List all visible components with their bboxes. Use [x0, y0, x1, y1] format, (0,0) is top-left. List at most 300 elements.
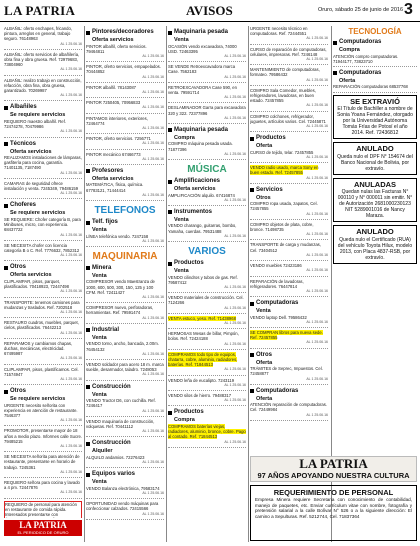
ad-text: RETROEXCAVADORA Case 590, en venta. 79591714	[168, 84, 237, 95]
ad-code: AL 1 25.06.16	[142, 511, 164, 516]
ad-text: REQUIERO de personal para atención en restaurante de comida rápida. Interesados presentarse con	[5, 501, 77, 518]
category-label: Computadoras	[256, 387, 299, 394]
classified-ad	[86, 455, 164, 468]
ad-text: CLIPLAMPAR, pisos, parquet, plastificados. 70418923, 72447498	[4, 278, 69, 290]
section-banner: MÚSICA	[187, 164, 227, 176]
classified-ad	[4, 78, 82, 102]
ad-code: AL 1 25.06.16	[224, 197, 246, 202]
column-divider	[248, 26, 249, 542]
ad-text: COMPRAMOS baterías viejas, radiadores, aluminio, bronce, cobre. Pago al contado. Ref. 71844513	[168, 423, 246, 440]
ad-text: ALBAÑIL: oferto enchapes, fricando, pintura, arreglos en general, trabajo seguro. 76148963	[4, 26, 72, 42]
bullet-square	[4, 142, 8, 146]
bullet-square	[86, 169, 90, 173]
ad-text: CURSO de tejido, telar. 72457855	[250, 149, 314, 155]
ad-code: AL 1 25.06.16	[224, 367, 246, 372]
subcategory-heading: Venta	[92, 272, 107, 279]
notice-text: El Título de Bachiller a nombre de Sonia Yoana Fernández, otorgado por la Universidad Autónoma Tomás Frías de Potosí el año 2014. Ref. 72436812	[337, 106, 413, 137]
ad-text: SE NECESITA señorita para atención de restaurante, presentarse en horario de trabajo. 7245361	[4, 454, 80, 470]
classified-ad	[250, 330, 328, 349]
classified-ad	[4, 403, 82, 427]
notice-title: ANULADO	[356, 227, 394, 237]
classified-ad	[4, 52, 82, 76]
classified-ad	[168, 275, 246, 294]
classified-ad	[168, 141, 246, 160]
ad-code: AL 1 25.06.16	[142, 192, 164, 197]
ad-text: SE NECESITA chofer con licencia categoría B o C. Ref. 7776632, 7852312	[4, 242, 80, 253]
category-heading	[86, 168, 164, 175]
classified-ad	[168, 295, 246, 314]
subcategory-heading: Venta	[92, 334, 107, 341]
bullet-square	[333, 41, 337, 45]
subcategory-heading: Oferta	[339, 77, 356, 84]
notice-text: Quedan nulas las Facturas N° 000110 y N° 000011 sin emitir. N° de Autorización 2681000230123 NIT 5289001016 de Nancy Maraza.	[337, 189, 413, 220]
bullet-square	[86, 31, 90, 35]
ad-text: REQUIERO maestro albañil. Ref. 72474278, 70479986	[4, 118, 66, 130]
subcategory-heading: Venta	[92, 479, 107, 486]
ad-text: VENDO cilindros y tubos de gas. Ref. 79587412	[168, 274, 238, 285]
category-heading	[250, 388, 328, 395]
ad-code: AL 1 25.06.16	[306, 103, 328, 108]
ad-code: AL 1 25.06.16	[60, 469, 82, 474]
ad-text: URGENTE necesito técnico en computadoras. Ref. 72444551	[250, 26, 308, 37]
classified-ad	[250, 47, 328, 66]
subcategory-heading: Oferta	[256, 359, 273, 366]
classified-ad	[168, 316, 246, 329]
ad-text: VENDO laptop Dell. 79586432	[250, 314, 307, 320]
ad-code: AL 1 25.06.16	[142, 53, 164, 58]
category-label: Minera	[92, 264, 112, 271]
ad-text: HERMOSAS Mesas de billar, Pimpón, bolos. Ref. 72424188	[168, 331, 239, 342]
ad-text: OCASIÓN vendo excavadora, 74000 USD. 72463395	[168, 43, 237, 54]
classified-ad	[86, 341, 164, 360]
classified-ad	[86, 152, 164, 165]
category-label: Construcción	[92, 383, 131, 390]
classified-ad	[250, 242, 328, 261]
ad-text: DESLAMINADOR Garra para excavadora 320 y 322. 72377896	[168, 105, 246, 116]
ad-code: AL 1 25.06.16	[306, 154, 328, 159]
ad-text: SE VENDE Retroexcavadora marca Case. 7562183	[168, 64, 236, 75]
category-label: Albañiles	[10, 104, 37, 111]
category-label: Instrumentos	[174, 208, 213, 215]
category-label: Otros	[10, 388, 27, 395]
classified-ad	[4, 300, 82, 319]
section-banner: VARIOS	[188, 246, 226, 258]
ad-text: MANTENIMIENTO de computadoras, formateo. 79586432	[250, 67, 320, 78]
classified-ad	[86, 136, 164, 149]
ad-text: ALQUILO andamios. 72276423	[86, 454, 145, 460]
category-label: Construcción	[92, 440, 131, 447]
bullet-square	[86, 266, 90, 270]
bullet-square	[4, 266, 8, 270]
classified-ad	[4, 367, 82, 386]
bullet-square	[168, 180, 172, 184]
classified-ad	[168, 393, 246, 406]
ad-code: AL 1 25.06.16	[224, 53, 246, 58]
bullet-square	[86, 221, 90, 225]
category-label: Choferes	[10, 202, 37, 209]
classified-ad	[4, 26, 82, 50]
bullet-square	[250, 389, 254, 393]
classified-ad	[4, 320, 82, 339]
classified-ad	[250, 402, 328, 421]
technology-heading: TECNOLOGÍA	[348, 27, 402, 36]
classified-ad	[250, 315, 328, 328]
classified-ad	[250, 263, 328, 276]
classified-ad	[250, 222, 328, 241]
ad-code: AL 1 25.06.16	[306, 268, 328, 273]
ad-code: AL 1 25.06.16	[224, 341, 246, 346]
ad-text: REQUIERO señora para cocina y lavado a 4 pm. 72447876	[4, 480, 80, 491]
subcategory-heading: Venta	[174, 216, 189, 223]
ad-code: AL 1 25.06.16	[224, 151, 246, 156]
ad-code: AL 1 25.06.16	[142, 460, 164, 465]
subcategory-heading: Otros	[256, 194, 271, 201]
ad-text: ALBAÑIL: realizo trabajo en construcción, refacción, obra fina, obra gruesa, garantizado. 70269987	[4, 77, 82, 94]
classified-ad	[168, 85, 246, 104]
ad-text: COMPRO máquina pesada usada. 71877396	[168, 141, 233, 152]
category-heading	[4, 104, 82, 111]
category-label: Computadoras	[256, 300, 299, 307]
bullet-square	[86, 442, 90, 446]
category-heading	[168, 260, 246, 267]
category-heading	[168, 409, 246, 416]
classified-ad	[86, 64, 164, 83]
section-banner: MAQUINARIA	[92, 250, 158, 262]
subcategory-heading: Se requiere servicios	[10, 396, 66, 403]
ad-code: AL 1 25.06.16	[60, 376, 82, 381]
ad-text: TRANSPORTE: tenemos camiones para mudanzas y traslados. Ref. 7202518	[4, 299, 80, 310]
category-label: Técnicos	[10, 140, 37, 147]
classified-ad	[4, 428, 82, 452]
category-heading	[4, 388, 82, 395]
classified-ad	[86, 501, 164, 520]
ad-code: AL 1 25.06.16	[60, 356, 82, 361]
ad-text: CAMARAS de seguridad ofrece instalación y venta. 7245349, 79486159	[4, 180, 79, 192]
column-1	[4, 26, 82, 518]
ad-code: AL 1 25.06.16	[306, 288, 328, 293]
column-divider	[84, 26, 85, 542]
classified-ad	[168, 424, 246, 448]
subcategory-heading: Compra	[174, 417, 195, 424]
ad-code: AL 1 25.06.16	[142, 315, 164, 320]
classified-ad	[250, 279, 328, 298]
category-heading	[86, 29, 164, 36]
ad-text: VENDO Balanza electrónica, 79583174	[86, 485, 160, 491]
ad-text: ATENCIÓN reparación de computadoras. Cel. 72449984	[250, 402, 327, 413]
subcategory-heading: Se requiere servicios	[10, 112, 66, 119]
ad-code: AL 1 25.06.16	[224, 382, 246, 387]
category-heading	[86, 384, 164, 391]
requirement-title: REQUERIMIENTO DE PERSONAL	[273, 488, 394, 497]
notice-text: Queda nulo el DPF N° 154674 del Banco Nacional de Bolivia, por extravío.	[337, 153, 413, 172]
subcategory-heading: Oferta servicios	[92, 175, 134, 182]
classified-ad	[4, 480, 82, 499]
ad-text: PINTOR albañil. 78143087	[86, 84, 136, 90]
ad-code: AL 1 25.06.16	[306, 319, 328, 324]
classified-ad	[4, 279, 82, 298]
ad-text: AMPLIFICACIÓN alquilo. 67416874	[168, 192, 235, 198]
category-heading	[4, 141, 82, 148]
classified-ad	[4, 217, 82, 241]
ad-code: AL 1 25.06.16	[306, 252, 328, 257]
ad-code: AL 1 25.06.16	[142, 490, 164, 495]
category-label: Amplificaciones	[174, 178, 221, 185]
classified-ad	[250, 88, 328, 112]
classified-ad	[86, 362, 164, 381]
dateline: Oruro, sábado 25 de junio de 2016	[318, 7, 404, 13]
page-number: 3	[404, 1, 413, 18]
category-label: Industrial	[92, 326, 120, 333]
subcategory-heading: Oferta servicios	[92, 37, 134, 43]
subcategory-heading: Venta	[174, 268, 189, 275]
classified-ad	[86, 44, 164, 63]
ad-code: AL 1 25.06.16	[142, 351, 164, 356]
ad-text: PINTOR, oferto servicios, empapelados. 70444852	[86, 64, 161, 75]
ad-code: AL 1 25.06.16	[224, 398, 246, 403]
newspaper-name: LA PATRIA	[4, 3, 76, 18]
footer-title: LA PATRIA	[19, 520, 67, 530]
category-label: Maquinaria pesada	[174, 29, 229, 35]
ad-text: PINTOR 7250405, 70956833	[86, 100, 141, 106]
notice-text: Queda nulo el Certificado (RUA) del vehículo Toyota Hilux, modelo 2013, con Placa 4837-RSB, por extravío.	[337, 236, 413, 261]
ad-code: AL 1 25.06.16	[306, 412, 328, 417]
ad-text: CURSO de reparación de computadoras, celulares, impresoras. Ref. 7246148	[250, 46, 327, 57]
subcategory-heading: Alquiler	[92, 448, 113, 455]
classified-ad	[4, 243, 82, 262]
notice-box	[333, 95, 417, 140]
ad-code: AL 1 25.06.16	[306, 211, 328, 216]
ad-text: VENDO Tractor D6, con cuchilla. Ref. 7246417	[86, 398, 156, 409]
ad-text: REPARAMOS y cambiamos chapas, duchas, mecánicas, electricidad. 67495987	[4, 340, 73, 357]
classified-ad: REPARACIÓN computadoras 68537768	[333, 84, 417, 92]
classified-ad	[168, 105, 246, 124]
classified-ad	[168, 44, 246, 63]
ad-text: COMPRO colchones, refrigerador, juguetes, artículos varios. Cel. 72445871	[250, 113, 326, 124]
subcategory-heading: Venta	[256, 308, 271, 315]
classified-ad	[4, 454, 82, 478]
category-label: Otros	[10, 264, 27, 271]
ad-text: VENDO torno, ancho, bancada, 2.00m. 76454132	[86, 341, 159, 352]
footer-subtitle: EL PERIODICO DE ORURO	[17, 530, 69, 535]
ad-code: AL 1 25.06.16	[60, 444, 82, 449]
subcategory-heading: Oferta servicios	[10, 148, 52, 155]
ad-text: CLIPLAMPAR, pisos, plastificamos. Cel. 71574947	[4, 366, 79, 377]
ad-code: AL 1 25.06.16	[60, 191, 82, 196]
ad-code: AL 1 25.06.16	[60, 490, 82, 495]
classified-ad	[168, 193, 246, 206]
classified-ad	[86, 182, 164, 201]
bullet-square	[250, 353, 254, 357]
bullet-square	[168, 210, 172, 214]
category-heading	[86, 440, 164, 447]
footer-logo	[4, 520, 82, 536]
classified-ad	[86, 305, 164, 324]
ad-code: AL 1 25.06.16	[306, 232, 328, 237]
classified-ad	[168, 223, 246, 242]
ad-text: PINTOR mecánico 67466773	[86, 151, 141, 157]
category-heading: Computadoras	[333, 39, 417, 46]
category-heading	[168, 29, 246, 36]
classified-ad	[4, 155, 82, 179]
classified-ad	[86, 116, 164, 135]
ad-code: AL 1 25.06.16	[60, 93, 82, 98]
subcategory-heading: Compra	[339, 47, 360, 53]
column-4	[250, 26, 328, 454]
category-label: Pintores/decoradores	[92, 29, 154, 35]
ad-code: AL 1 25.06.16	[142, 89, 164, 94]
notice-title: ANULADAS	[353, 179, 397, 189]
notice-boxes	[333, 95, 417, 264]
ad-code: AL 1 25.06.16	[60, 232, 82, 237]
ad-code: AL 1 25.06.16	[224, 233, 246, 238]
notice-title: SE EXTRAVIÓ	[350, 96, 400, 106]
ad-text: COMPRO ropa usada, zapatos, Cel. 72457855	[250, 201, 318, 212]
classified-ad	[250, 114, 328, 133]
column-5	[333, 26, 417, 454]
column-2	[86, 26, 164, 542]
ad-text: REALIZAMOS instalaciones de lámparas, gasfitería para cocina, garantía. 71401135, 7187490	[4, 155, 82, 171]
ad-text: OPORTUNIDAD vendo máquinas para confeccionar calzados. 72415566	[86, 501, 159, 512]
category-heading: Computadoras	[333, 70, 417, 77]
ad-code: AL 1 25.06.16	[60, 170, 82, 175]
subcategory-heading: Oferta servicios	[10, 272, 52, 279]
ad-code: AL 1 25.06.16	[224, 439, 246, 444]
ad-code: AL 1 25.06.16	[306, 340, 328, 345]
classified-ad	[4, 501, 82, 518]
classified-ad	[168, 352, 246, 376]
bullet-square	[168, 411, 172, 415]
page-header	[0, 0, 420, 22]
ad-text: COMPRESOR vendo Maestranza de 1000, 600, 500, 300, 150, 125 y 100 CFM. Ref. 72411427	[86, 279, 155, 295]
notice-box	[333, 178, 417, 223]
classified-ad	[86, 279, 164, 303]
ad-code: AL 1 25.06.16	[224, 74, 246, 79]
bullet-square	[86, 473, 90, 477]
notice-title: ANULADO	[356, 144, 394, 154]
ad-code: AL 1 25.06.16	[142, 105, 164, 110]
category-label: Profesores	[92, 167, 124, 174]
subcategory-heading: Venta	[92, 227, 107, 234]
classified-ad	[4, 341, 82, 365]
ad-text: PROMOTOR, presentarse mayor de 18 años a medio plazo. Informes calle Sucre. 79485215	[4, 428, 82, 444]
bullet-square	[4, 204, 8, 208]
ad-code: AL 1 25.06.16	[224, 320, 246, 325]
classified-ad	[86, 85, 164, 98]
ad-text: SE REQUIERE: Chofer categoría B, para Minibuses, micro, con experiencia. 68437722	[4, 216, 81, 233]
requirement-notice	[250, 485, 417, 541]
category-heading	[250, 352, 328, 359]
ad-text: VENDO maquinaria de construcción, volquetas. Ref. 70441112	[86, 418, 155, 429]
ad-text: VENDO charango, guitarras, bombo, Yamaha, cuerdas. 79531488	[168, 223, 237, 234]
category-label: Productos	[174, 409, 204, 416]
ad-text: PINTAMOS interiores, exteriores, 72464774	[86, 115, 148, 126]
ad-text: URGENTE necesito señorita con experiencia en atención de restaurante. 7546377	[4, 402, 78, 419]
ad-code: AL 1 25.06.16	[142, 372, 164, 377]
column-3	[168, 26, 246, 542]
category-label: Telf. fijos	[92, 219, 118, 226]
classified-ad	[250, 150, 328, 163]
ad-code: AL 1 25.06.16	[142, 429, 164, 434]
requirement-text: Empresa Minera requiere Secretaria con conocimiento de contabilidad, manejo de paquetes, etc. Enviar currículum vitae con nombre, fotografía y pretensión salarial a la calle Bolívar N° 526 o a la siguiente dirección: El camino a Sepulturas. Ref. 5212744, Cel. 71837364	[255, 497, 412, 519]
classified-ad	[250, 26, 328, 45]
ad-code: AL 1 25.06.16	[142, 141, 164, 146]
ad-text: LÍNEA telefónica vendo. 7247158	[86, 233, 149, 239]
classified-ad	[250, 67, 328, 86]
category-heading	[168, 209, 246, 216]
classified-ad	[168, 64, 246, 83]
ad-code: AL 1 25.06.16	[224, 284, 246, 289]
classified-list	[250, 26, 328, 421]
classified-ad	[86, 234, 164, 247]
ad-text: REPARACIÓN de lavadoras, refrigeradores. 76447814	[250, 278, 304, 289]
column-divider	[166, 26, 167, 542]
bullet-square	[86, 328, 90, 332]
ad-code: AL 1 25.06.16	[306, 175, 328, 180]
category-heading	[86, 471, 164, 478]
ad-text: VENDO materiales de construcción. Cel. 7124266	[168, 295, 244, 306]
ad-text: COMPRAMOS todo tipo de equipos, chatarra, cobre, aluminio, radiadores, baterías. Ref. 71844513	[168, 351, 238, 368]
ad-text: TRÁMITES de Seprec, Impuestos. Cel. 72458877	[250, 366, 323, 377]
ad-text: VENDO muebles 72423186	[250, 263, 302, 269]
category-heading	[250, 300, 328, 307]
ad-code: AL 1 25.06.16	[60, 418, 82, 423]
bullet-square	[333, 71, 337, 75]
classified-ad	[250, 201, 328, 220]
ad-code: AL 1 25.06.16	[224, 305, 246, 310]
notice-box	[333, 142, 417, 175]
ad-code: AL 1 25.06.16	[60, 289, 82, 294]
category-heading	[250, 135, 328, 142]
notice-box	[333, 225, 417, 264]
subcategory-heading: Venta	[174, 37, 189, 43]
ad-code: AL 1 25.06.16	[142, 156, 164, 161]
classified-ad	[86, 398, 164, 417]
banner-subtitle: 97 AÑOS APOYANDO NUESTRA CULTURA	[257, 471, 410, 480]
ad-code: AL 1 25.06.16	[224, 115, 246, 120]
ad-code: AL 1 25.06.16	[306, 57, 328, 62]
category-label: Equipos varios	[92, 471, 136, 478]
category-heading	[250, 187, 328, 194]
ad-code: AL 1 25.06.16	[142, 238, 164, 243]
category-label: Productos	[256, 135, 286, 142]
ad-text: COMPRESOR nuevo, perforadoras, herramientas. Ref. 79591474	[86, 305, 154, 316]
category-label: Servicios	[256, 186, 283, 193]
subcategory-heading: Se requiere servicios	[10, 210, 66, 217]
category-heading	[86, 219, 164, 226]
ad-text: COMPRO Sala Comedor, muebles, refrigeradores, lavadoras, en buen estado. 72457855	[250, 87, 316, 104]
category-label: Maquinaria pesada	[174, 126, 229, 133]
ad-code: AL 1 25.06.16	[306, 77, 328, 82]
classified-ad	[168, 378, 246, 391]
subcategory-heading: Oferta	[256, 395, 273, 402]
category-heading	[168, 178, 246, 185]
section-title: AVISOS	[186, 3, 233, 18]
bullet-square	[4, 106, 8, 110]
ad-code: AL 1 25.06.16	[60, 330, 82, 335]
ad-text: VENDO silos de hierro. 79488317	[168, 393, 232, 399]
category-heading	[86, 265, 164, 272]
ad-text: VENDO soldador para acero 18 m. marca suelde, desarmador, taladro. 7248053	[86, 362, 164, 373]
classified-ad	[86, 419, 164, 438]
category-heading	[86, 327, 164, 334]
ad-text: SE COMPRAN libros para nueva sede. Ref. 72457855	[250, 330, 323, 341]
ad-text: COMPRO objetos de plata, cobre, bronce. 71498735	[250, 221, 314, 233]
bullet-square	[250, 137, 254, 141]
subcategory-heading: Oferta servicios	[174, 186, 216, 193]
ad-text: MATEMÁTICA, física, química. 67783121, 71444414	[86, 182, 144, 193]
ad-code: AL 1 25.06.16	[306, 36, 328, 41]
category-heading	[168, 127, 246, 134]
